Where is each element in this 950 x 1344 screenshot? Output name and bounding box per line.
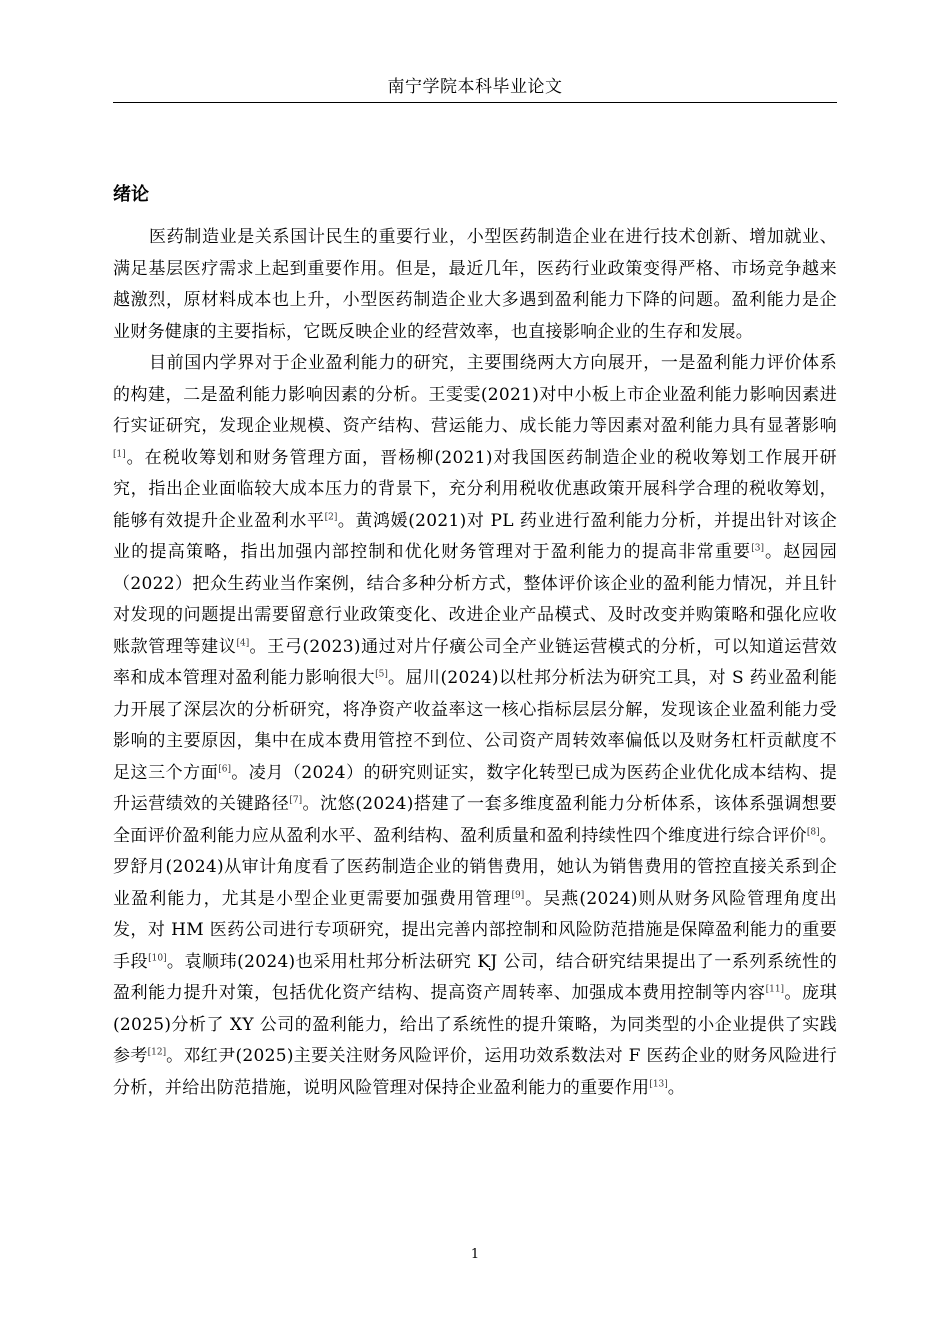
header-rule: [113, 102, 837, 103]
page-number: 1: [470, 1247, 480, 1262]
paragraph-intro: [113, 222, 837, 348]
text-run: 。黄鸿媛(2021)对 PL 药业进行盈利能力分析，并提出针对该企业的提高策略，指出加强内部控制和优化财务管理对于盈利能力的提高非常重要: [113, 510, 837, 562]
citation-marker: [8]: [806, 826, 820, 837]
text-run: 。赵园园（2022）把众生药业当作案例，结合多种分析方式，整体评价该企业的盈利能力情况，并且针对发现的问题提出需要留意行业政策变化、改进企业产品模式、及时改变并购策略和强化应收账款管理等建议: [113, 542, 837, 657]
text-run: 医药制造业是关系国计民生的重要行业，小型医药制造企业在进行技术创新、增加就业、满足基层医疗需求上起到重要作用。但是，最近几年，医药行业政策变得严格、市场竞争越来越激烈，原材料成本也上升，小型医药制造企业大多遇到盈利能力下降的问题。盈利能力是企业财务健康的主要指标，它既反映企业的经营效率，也直接影响企业的生存和发展。: [113, 227, 837, 342]
section-title: 绪论: [113, 184, 149, 205]
citation-marker: [1]: [113, 448, 126, 459]
citation-marker: [9]: [511, 889, 525, 900]
text-run: 。邓红尹(2025)主要关注财务风险评价，运用功效系数法对 F 医药企业的财务风险进行分析，并给出防范措施，说明风险管理对保持企业盈利能力的重要作用: [113, 1046, 838, 1098]
citation-marker: [5]: [375, 669, 388, 680]
citation-marker: [4]: [236, 637, 250, 648]
text-run: 。凌月（2024）的研究则证实，数字化转型已成为医药企业优化成本结构、提升运营绩效的关键路径: [113, 762, 837, 814]
text-run: 。庞琪(2025)分析了 XY 公司的盈利能力，给出了系统性的提升策略，为同类型的小企业提供了实践参考: [113, 983, 837, 1066]
text-run: 。吴燕(2024)则从财务风险管理角度出发，对 HM 医药公司进行专项研究，提出完善内部控制和风险防范措施是保障盈利能力的重要手段: [113, 888, 837, 972]
text-run: 。屈川(2024)以杜邦分析法为研究工具，对 S 药业盈利能力开展了深层次的分析研究，将净资产收益率这一核心指标层层分解，发现该企业盈利能力受影响的主要原因，集中在成本费用管控不到位、公司资产周转效率偏低以及财务杠杆贡献度不足这三个方面: [113, 668, 838, 783]
text-run: 。: [667, 1077, 686, 1098]
citation-marker: [2]: [324, 511, 338, 522]
paragraph-literature-review: [113, 348, 837, 1104]
citation-marker: [11]: [765, 984, 785, 995]
body-text: [113, 222, 837, 1104]
citation-marker: [12]: [147, 1047, 167, 1058]
citation-marker: [3]: [751, 543, 765, 554]
citation-marker: [7]: [289, 795, 303, 806]
text-run: 目前国内学界对于企业盈利能力的研究，主要围绕两大方向展开，一是盈利能力评价体系的构建，二是盈利能力影响因素的分析。王雯雯(2021)对中小板上市企业盈利能力影响因素进行实证研究，发现企业规模、资产结构、营运能力、成长能力等因素对盈利能力具有显著影响: [113, 353, 837, 436]
text-run: 。罗舒月(2024)从审计角度看了医药制造企业的销售费用，她认为销售费用的管控直接关系到企业盈利能力，尤其是小型企业更需要加强费用管理: [113, 825, 837, 909]
text-run: 。袁顺玮(2024)也采用杜邦分析法研究 KJ 公司，结合研究结果提出了一系列系统性的盈利能力提升对策，包括优化资产结构、提高资产周转率、加强成本费用控制等内容: [113, 951, 837, 1003]
running-header: 南宁学院本科毕业论文: [387, 77, 563, 97]
citation-marker: [10]: [148, 952, 167, 963]
text-run: 。王弓(2023)通过对片仔癀公司全产业链运营模式的分析，可以知道运营效率和成本管理对盈利能力影响很大: [113, 636, 837, 688]
citation-marker: [13]: [649, 1078, 668, 1089]
text-run: 。沈悠(2024)搭建了一套多维度盈利能力分析体系，该体系强调想要全面评价盈利能力应从盈利水平、盈利结构、盈利质量和盈利持续性四个维度进行综合评价: [113, 794, 837, 846]
text-run: 。在税收筹划和财务管理方面，晋杨柳(2021)对我国医药制造企业的税收筹划工作展开研究，指出企业面临较大成本压力的背景下，充分利用税收优惠政策开展科学合理的税收筹划，能够有效提升企业盈利水平: [113, 447, 837, 531]
citation-marker: [6]: [218, 763, 231, 774]
